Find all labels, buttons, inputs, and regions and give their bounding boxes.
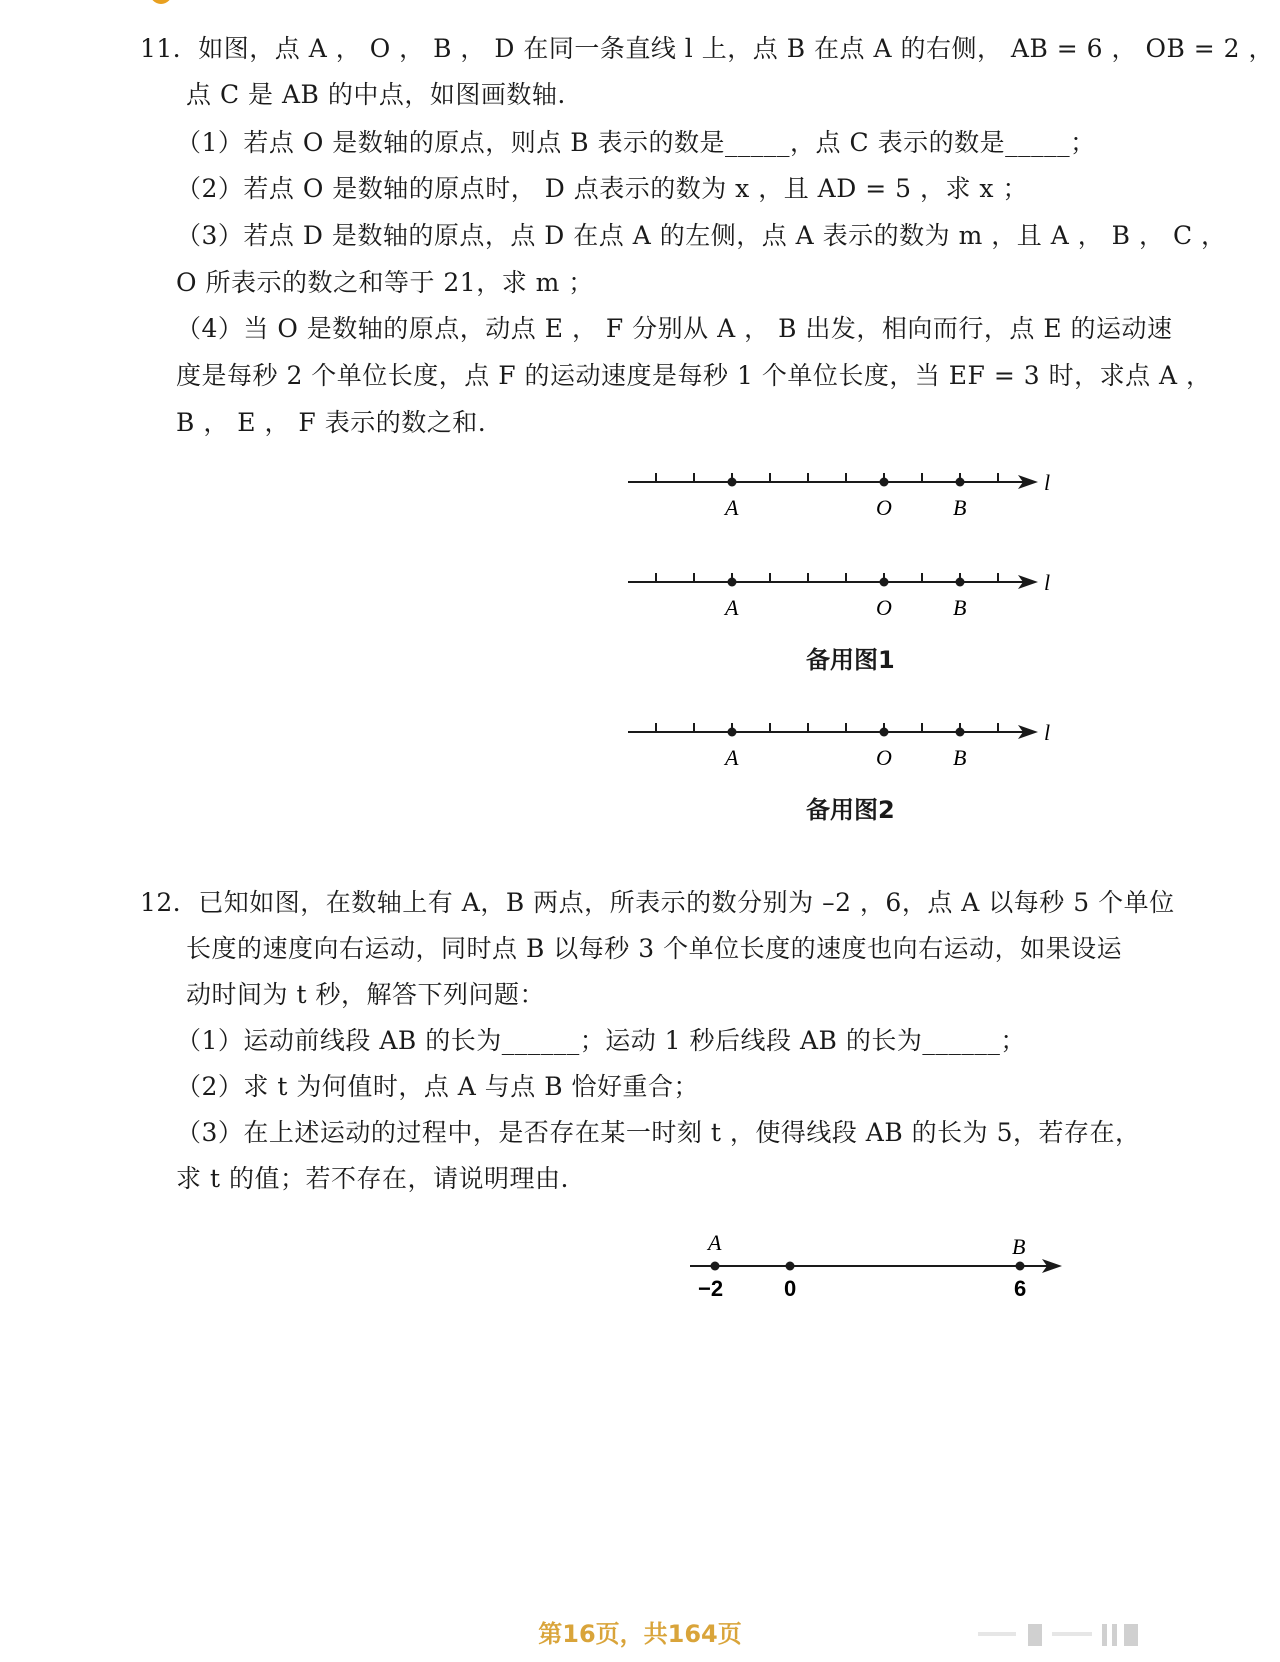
point-a-label: A — [725, 595, 739, 620]
q11-line-1: 11．如图，点 A ， O ， B ， D 在同一条直线 l 上，点 B 在点 A 的右侧， AB = 6 ， OB = 2 ， — [140, 34, 1275, 63]
q11-part-4-cont: 度是每秒 2 个单位长度，点 F 的运动速度是每秒 1 个单位长度，当 EF = 3 时，求点 A ， — [176, 361, 1212, 390]
line-l-label: l — [1044, 720, 1051, 745]
point-a-dot — [728, 578, 737, 587]
q12-part-3: （3）在上述运动的过程中，是否存在某一时刻 t ，使得线段 AB 的长为 5，若存在， — [176, 1118, 1141, 1147]
q11-number-line-spare-1 — [620, 560, 1070, 630]
q11-part-4: （4）当 O 是数轴的原点，动点 E ， F 分别从 A ， B 出发，相向而行，点 E 的运动速 — [176, 314, 1173, 343]
point-b-dot — [956, 728, 965, 737]
point-b-dot — [956, 578, 965, 587]
point-b-label: B — [953, 495, 967, 520]
point-o-label: O — [876, 495, 892, 520]
point-b-label: B — [953, 595, 967, 620]
point-o-label: O — [876, 745, 892, 770]
line-l-label: l — [1044, 470, 1051, 495]
q12-part-3-cont: 求 t 的值；若不存在，请说明理由. — [176, 1164, 569, 1193]
point-a-label: A — [725, 745, 739, 770]
value-origin-label: 0 — [784, 1276, 797, 1301]
value-b-label: 6 — [1014, 1276, 1027, 1301]
number-line — [628, 570, 1050, 620]
origin-dot — [880, 578, 889, 587]
point-b-dot — [1016, 1262, 1025, 1271]
q11-part-2: （2）若点 O 是数轴的原点时， D 点表示的数为 x ，且 AD = 5 ，求 x ； — [176, 174, 1028, 203]
point-a-label: A — [725, 495, 739, 520]
point-b-label: B — [1012, 1234, 1026, 1259]
q11-part-4-cont2: B ， E ， F 表示的数之和. — [176, 408, 487, 437]
q12-part-1: （1）运动前线段 AB 的长为______；运动 1 秒后线段 AB 的长为______； — [176, 1026, 1026, 1055]
scroll-indicator-icon[interactable] — [978, 1620, 1198, 1656]
q12-number-line — [690, 1226, 1080, 1306]
q11-line-2: 点 C 是 AB 的中点，如图画数轴. — [186, 80, 566, 109]
point-o-label: O — [876, 595, 892, 620]
point-b-dot — [956, 478, 965, 487]
page-footer: 第16页，共164页 — [538, 1620, 742, 1648]
number-line — [628, 470, 1050, 520]
origin-dot — [880, 728, 889, 737]
q12-part-2: （2）求 t 为何值时，点 A 与点 B 恰好重合； — [176, 1072, 700, 1101]
line-l-label: l — [1044, 570, 1051, 595]
point-a-dot — [728, 478, 737, 487]
q12-line-1: 12．已知如图，在数轴上有 A，B 两点，所表示的数分别为 –2 ，6，点 A 以每秒 5 个单位 — [140, 888, 1175, 917]
value-a-label: −2 — [698, 1276, 724, 1301]
q11-number-line-main — [620, 460, 1070, 530]
q11-part-3-cont: O 所表示的数之和等于 21，求 m ； — [176, 268, 594, 297]
corner-decoration — [150, 0, 172, 4]
spare-figure-2-caption: 备用图2 — [806, 796, 895, 824]
point-a-dot — [711, 1262, 720, 1271]
number-line — [628, 720, 1050, 770]
point-a-dot — [728, 728, 737, 737]
point-a-label: A — [708, 1230, 722, 1255]
q12-line-3: 动时间为 t 秒，解答下列问题： — [186, 980, 545, 1009]
origin-dot — [786, 1262, 795, 1271]
q11-part-1: （1）若点 O 是数轴的原点，则点 B 表示的数是_____，点 C 表示的数是_____； — [176, 128, 1096, 157]
origin-dot — [880, 478, 889, 487]
q12-line-2: 长度的速度向右运动，同时点 B 以每秒 3 个单位长度的速度也向右运动，如果设运 — [186, 934, 1123, 963]
point-b-label: B — [953, 745, 967, 770]
q11-number-line-spare-2 — [620, 710, 1070, 780]
spare-figure-1-caption: 备用图1 — [806, 646, 895, 674]
q11-part-3: （3）若点 D 是数轴的原点，点 D 在点 A 的左侧，点 A 表示的数为 m ，且 A ， B ， C ， — [176, 221, 1227, 250]
